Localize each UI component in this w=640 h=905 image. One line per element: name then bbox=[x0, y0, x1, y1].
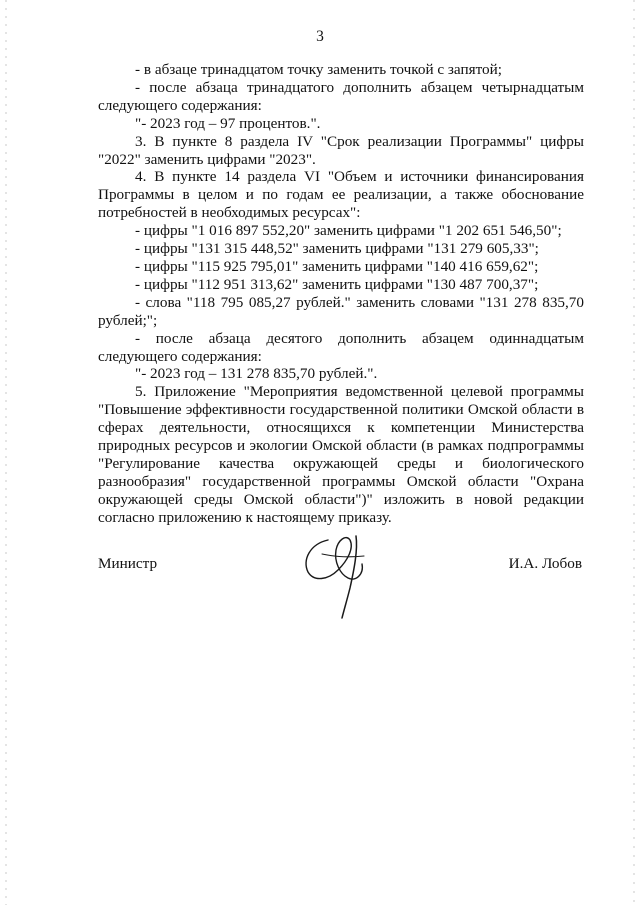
paragraph-figures-1: - цифры "1 016 897 552,20" заменить цифрами "1 202 651 546,50"; bbox=[135, 222, 562, 240]
document-body bbox=[98, 61, 584, 527]
paragraph-add-fourteenth: - после абзаца тринадцатого дополнить абзацем четырнадцатым следующего содержания: bbox=[98, 78, 584, 114]
scan-edge-left bbox=[4, 0, 8, 905]
paragraph-2023-rubles: "- 2023 год – 131 278 835,70 рублей.". bbox=[135, 365, 378, 383]
page-number: 3 bbox=[316, 28, 324, 45]
paragraph-2023-percent: "- 2023 год – 97 процентов.". bbox=[135, 114, 321, 132]
signer-name: И.А. Лобов bbox=[508, 555, 582, 572]
paragraph-item-5: 5. Приложение "Мероприятия ведомственной целевой программы "Повышение эффективности государственной политики Омской области в сферах деятельности, относящихся к компетенции Министерства природных ресурсов и экологии Омской области (в рамках подпрограммы "Регулирование качества окружающей среды и биологического разнообразия" государственной программы Омской области "Охрана окружающей среды Омской области")" изложить в новой редакции согласно приложению к настоящему приказу. bbox=[98, 383, 584, 526]
paragraph-item-3: 3. В пункте 8 раздела IV "Срок реализации Программы" цифры "2022" заменить цифрами "2023". bbox=[98, 132, 584, 168]
paragraph-item-4: 4. В пункте 14 раздела VI "Объем и источники финансирования Программы в целом и по годам ее реализации, а также обоснование потребностей в необходимых ресурсах": bbox=[98, 168, 584, 222]
handwritten-signature bbox=[298, 530, 378, 620]
paragraph-add-eleventh: - после абзаца десятого дополнить абзацем одиннадцатым следующего содержания: bbox=[98, 329, 584, 365]
scan-edge-right bbox=[632, 0, 636, 905]
paragraph-figures-2: - цифры "131 315 448,52" заменить цифрами "131 279 605,33"; bbox=[135, 240, 539, 258]
paragraph-words-replace: - слова "118 795 085,27 рублей." заменить словами "131 278 835,70 рублей;"; bbox=[98, 293, 584, 329]
signer-position: Министр bbox=[98, 555, 158, 572]
paragraph-replace-period: - в абзаце тринадцатом точку заменить точкой с запятой; bbox=[135, 61, 502, 78]
paragraph-figures-3: - цифры "115 925 795,01" заменить цифрами "140 416 659,62"; bbox=[135, 257, 539, 275]
paragraph-figures-4: - цифры "112 951 313,62" заменить цифрами "130 487 700,37"; bbox=[135, 275, 539, 293]
